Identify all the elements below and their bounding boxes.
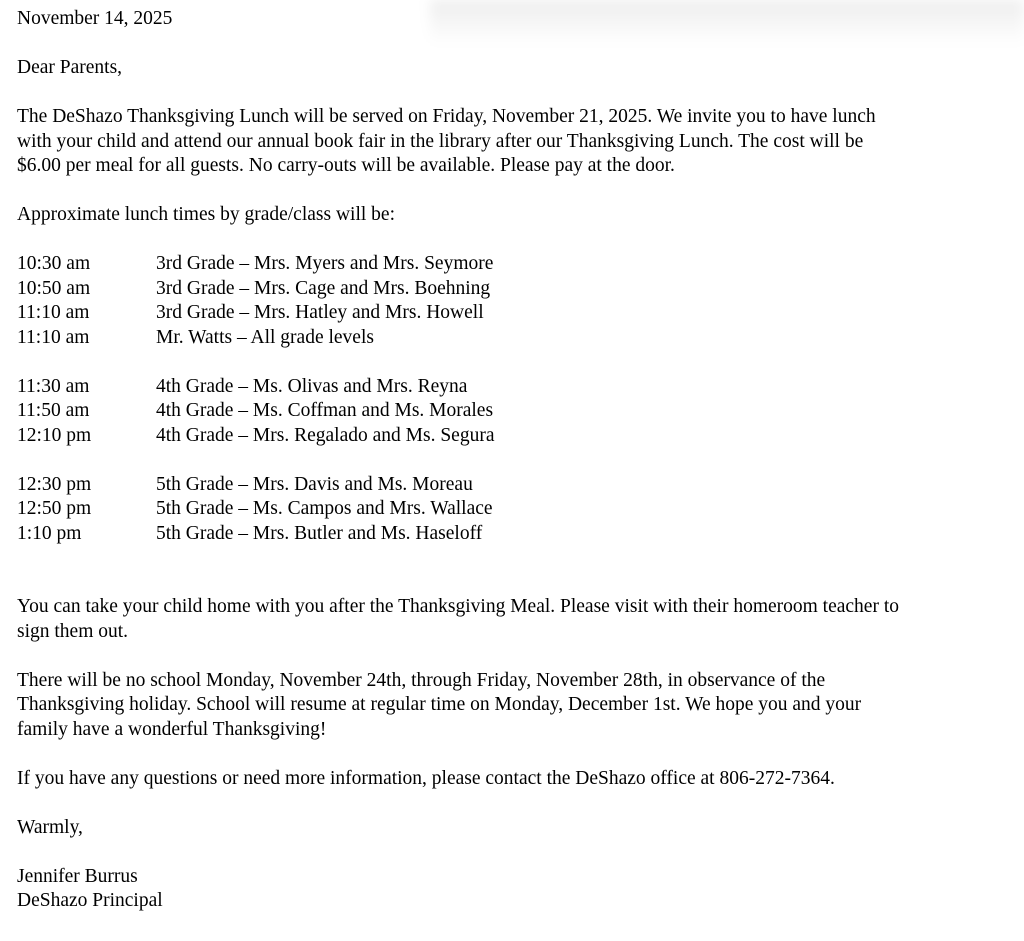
schedule-row xyxy=(17,424,1017,449)
schedule-class: 3rd Grade – Mrs. Myers and Mrs. Seymore xyxy=(156,253,494,274)
intro-paragraph xyxy=(17,105,1017,179)
schedule-class: 4th Grade – Ms. Coffman and Ms. Morales xyxy=(156,400,494,421)
schedule-group-4th xyxy=(17,375,1017,449)
signer-name: Jennifer Burrus xyxy=(17,865,138,887)
letter-date: November 14, 2025 xyxy=(17,8,173,29)
schedule-class: 3rd Grade – Mrs. Hatley and Mrs. Howell xyxy=(156,302,484,323)
schedule-class: 5th Grade – Mrs. Davis and Ms. Moreau xyxy=(156,473,473,495)
intro-line: The DeShazo Thanksgiving Lunch will be served on Friday, November 21, 2025. We invite you to have lunch xyxy=(17,106,876,127)
schedule-class: 4th Grade – Mrs. Regalado and Ms. Segura xyxy=(156,424,495,446)
schedule-row xyxy=(17,301,1017,326)
holiday-paragraph xyxy=(17,669,1017,743)
letter xyxy=(17,7,1017,914)
contact-paragraph: If you have any questions or need more information, please contact the DeShazo office at 806-272-7364. xyxy=(17,767,835,789)
pickup-line: sign them out. xyxy=(17,620,129,642)
schedule-row xyxy=(17,326,1017,351)
intro-line: with your child and attend our annual book fair in the library after our Thanksgiving Lunch. The cost will be xyxy=(17,130,864,152)
schedule-class: 5th Grade – Mrs. Butler and Ms. Haseloff xyxy=(156,522,483,544)
schedule-time: 12:30 pm xyxy=(17,473,92,495)
salutation: Dear Parents, xyxy=(17,57,123,78)
schedule-class: 5th Grade – Ms. Campos and Mrs. Wallace xyxy=(156,498,493,519)
holiday-line: family have a wonderful Thanksgiving! xyxy=(17,718,327,740)
schedule-row xyxy=(17,399,1017,424)
schedule-class: 4th Grade – Ms. Olivas and Mrs. Reyna xyxy=(156,375,468,397)
schedule-time: 11:50 am xyxy=(17,400,90,421)
schedule-time: 11:10 am xyxy=(17,302,90,323)
schedule-row xyxy=(17,497,1017,522)
schedule-row xyxy=(17,277,1017,302)
schedule-class: Mr. Watts – All grade levels xyxy=(156,326,374,348)
schedule-time: 11:30 am xyxy=(17,375,90,397)
schedule-time: 1:10 pm xyxy=(17,522,82,544)
closing: Warmly, xyxy=(17,816,83,838)
schedule-row xyxy=(17,252,1017,277)
intro-line: $6.00 per meal for all guests. No carry-outs will be available. Please pay at the door. xyxy=(17,155,675,176)
signer-title: DeShazo Principal xyxy=(17,890,163,911)
schedule-time: 11:10 am xyxy=(17,326,90,348)
schedule-group-3rd xyxy=(17,252,1017,350)
schedule-time: 12:10 pm xyxy=(17,424,92,446)
holiday-line: Thanksgiving holiday. School will resume at regular time on Monday, December 1st. We hope you and your xyxy=(17,694,862,715)
schedule-row xyxy=(17,473,1017,498)
schedule-group-5th xyxy=(17,473,1017,547)
schedule-time: 10:30 am xyxy=(17,253,91,274)
schedule-time: 12:50 pm xyxy=(17,498,92,519)
pickup-line: You can take your child home with you after the Thanksgiving Meal. Please visit with their homeroom teacher to xyxy=(17,596,900,617)
schedule-row xyxy=(17,375,1017,400)
holiday-line: There will be no school Monday, November 24th, through Friday, November 28th, in observance of the xyxy=(17,669,826,691)
schedule-heading: Approximate lunch times by grade/class will be: xyxy=(17,204,395,225)
pickup-paragraph xyxy=(17,595,1017,644)
schedule-class: 3rd Grade – Mrs. Cage and Mrs. Boehning xyxy=(156,277,491,299)
schedule-time: 10:50 am xyxy=(17,277,91,299)
schedule-row xyxy=(17,522,1017,547)
